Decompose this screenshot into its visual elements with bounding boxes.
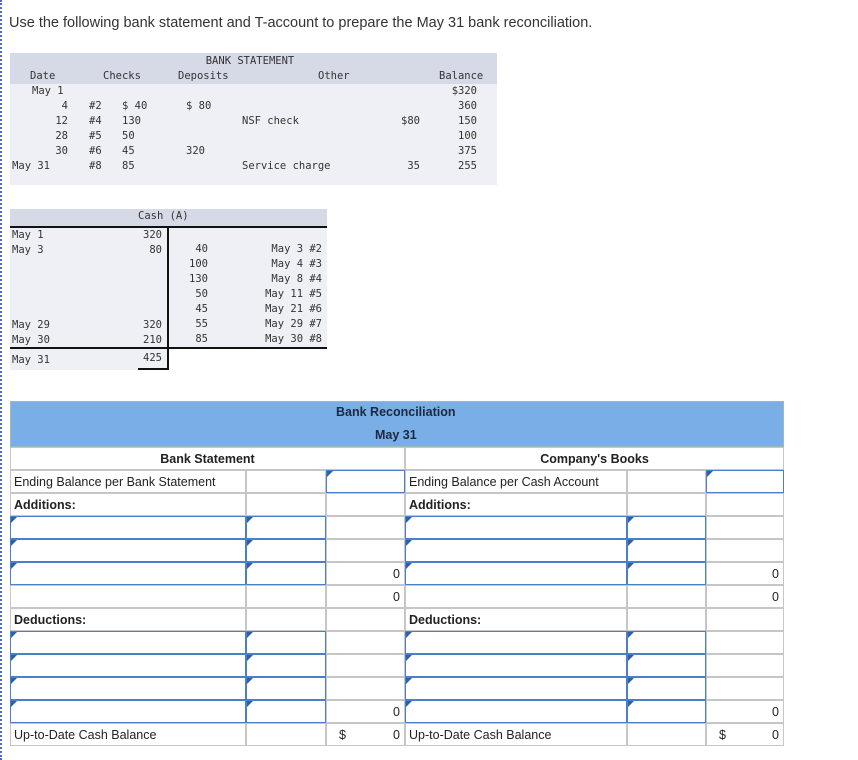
credit-reference: May 29 #7 bbox=[265, 318, 322, 330]
opening-date: May 1 bbox=[32, 85, 64, 97]
left-item-description-input[interactable] bbox=[10, 562, 246, 585]
right-item-amount-input[interactable] bbox=[627, 654, 706, 677]
left-item-amount-input[interactable] bbox=[246, 516, 326, 539]
row-other-amount: $80 bbox=[401, 115, 420, 127]
left-subtotal-cell bbox=[326, 631, 405, 654]
bank-statement bbox=[10, 53, 497, 185]
row-other-description: Service charge bbox=[242, 160, 331, 172]
right-ending-balance-blank bbox=[627, 470, 706, 493]
row-deposit: 320 bbox=[186, 145, 205, 157]
left-after-additions-total bbox=[326, 585, 405, 608]
ending-balance: 425 bbox=[143, 352, 162, 364]
right-item-description-input[interactable] bbox=[405, 654, 627, 677]
credit-amount: 85 bbox=[195, 333, 208, 345]
row-check-amount: 130 bbox=[122, 115, 141, 127]
row-check-number: #4 bbox=[89, 115, 102, 127]
left-ending-balance-label: Ending Balance per Bank Statement bbox=[14, 474, 216, 489]
right-deductions-subtotal: 0 bbox=[772, 704, 779, 719]
right-subtotal-cell bbox=[706, 700, 784, 723]
row-other-amount: 35 bbox=[407, 160, 420, 172]
col-other: Other bbox=[318, 70, 350, 82]
credit-reference: May 11 #5 bbox=[265, 288, 322, 300]
right-item-description-input[interactable] bbox=[405, 677, 627, 700]
right-item-amount-input[interactable] bbox=[627, 539, 706, 562]
left-item-amount-input[interactable] bbox=[246, 631, 326, 654]
right-item-description-input[interactable] bbox=[405, 516, 627, 539]
instruction-text: Use the following bank statement and T-account to prepare the May 31 bank reconciliation. bbox=[9, 15, 593, 31]
right-final-blank bbox=[627, 723, 706, 746]
debit-amount: 320 bbox=[143, 319, 162, 331]
left-after-additions-blank-2 bbox=[246, 585, 326, 608]
left-final-label: Up-to-Date Cash Balance bbox=[14, 727, 157, 742]
right-item-amount-input[interactable] bbox=[627, 562, 706, 585]
row-deposit: $ 80 bbox=[186, 100, 212, 112]
right-ending-balance-label-cell bbox=[405, 470, 627, 493]
credit-amount: 55 bbox=[195, 318, 208, 330]
t-account-balance-rule bbox=[138, 368, 169, 370]
right-final-currency: $ bbox=[719, 727, 726, 742]
right-item-description-input[interactable] bbox=[405, 562, 627, 585]
right-deductions-blank-2 bbox=[706, 608, 784, 631]
left-section-header bbox=[10, 447, 405, 470]
row-balance: 100 bbox=[458, 130, 477, 142]
left-after-additions-blank bbox=[10, 585, 246, 608]
right-item-description-input[interactable] bbox=[405, 700, 627, 723]
left-deductions-subtotal: 0 bbox=[393, 704, 400, 719]
credit-amount: 50 bbox=[195, 288, 208, 300]
left-additions-label: Additions: bbox=[14, 497, 76, 512]
left-final-value: 0 bbox=[393, 727, 400, 742]
reconciliation-title: Bank Reconciliation bbox=[336, 405, 456, 419]
credit-amount: 100 bbox=[189, 258, 208, 270]
row-check-number: #2 bbox=[89, 100, 102, 112]
right-item-description-input[interactable] bbox=[405, 539, 627, 562]
right-item-amount-input[interactable] bbox=[627, 677, 706, 700]
left-subtotal-cell bbox=[326, 539, 405, 562]
row-check-amount: 45 bbox=[122, 145, 135, 157]
col-deposits: Deposits bbox=[178, 70, 229, 82]
credit-reference: May 4 #3 bbox=[271, 258, 322, 270]
row-check-number: #8 bbox=[89, 160, 102, 172]
left-additions-subtotal: 0 bbox=[393, 566, 400, 581]
debit-amount: 80 bbox=[149, 244, 162, 256]
right-subtotal-cell bbox=[706, 654, 784, 677]
ending-date: May 31 bbox=[12, 354, 50, 366]
left-subtotal-cell bbox=[326, 677, 405, 700]
right-additions-label-cell bbox=[405, 493, 627, 516]
right-after-additions-blank bbox=[405, 585, 627, 608]
right-after-additions-blank-2 bbox=[627, 585, 706, 608]
left-deductions-blank-2 bbox=[326, 608, 405, 631]
left-subtotal-cell bbox=[326, 654, 405, 677]
row-check-number: #6 bbox=[89, 145, 102, 157]
row-date: 28 bbox=[55, 130, 68, 142]
debit-amount: 210 bbox=[143, 334, 162, 346]
left-additions-blank-2 bbox=[326, 493, 405, 516]
left-ending-balance-blank bbox=[246, 470, 326, 493]
row-date: 12 bbox=[55, 115, 68, 127]
right-deductions-blank bbox=[627, 608, 706, 631]
right-after-additions-total bbox=[706, 585, 784, 608]
left-subtotal-cell bbox=[326, 516, 405, 539]
right-subtotal-cell bbox=[706, 539, 784, 562]
left-deductions-label: Deductions: bbox=[14, 612, 87, 627]
right-item-amount-input[interactable] bbox=[627, 631, 706, 654]
left-deductions-label-cell bbox=[10, 608, 246, 631]
reconciliation-date: May 31 bbox=[375, 428, 417, 442]
right-final-label: Up-to-Date Cash Balance bbox=[409, 727, 552, 742]
row-balance: 360 bbox=[458, 100, 477, 112]
right-subtotal-cell bbox=[706, 562, 784, 585]
left-final-currency: $ bbox=[339, 727, 346, 742]
left-item-amount-input[interactable] bbox=[246, 539, 326, 562]
col-date: Date bbox=[30, 70, 56, 82]
right-item-description-input[interactable] bbox=[405, 631, 627, 654]
right-final-value: 0 bbox=[772, 727, 779, 742]
left-ending-balance-label-cell bbox=[10, 470, 246, 493]
row-balance: 255 bbox=[458, 160, 477, 172]
left-item-amount-input[interactable] bbox=[246, 677, 326, 700]
col-checks: Checks bbox=[103, 70, 141, 82]
debit-date: May 29 bbox=[12, 319, 50, 331]
debit-date: May 1 bbox=[12, 229, 44, 241]
credit-reference: May 3 #2 bbox=[271, 243, 322, 255]
left-border-guide bbox=[0, 0, 2, 760]
left-section-header-label: Bank Statement bbox=[160, 451, 255, 466]
left-item-description-input[interactable] bbox=[10, 631, 246, 654]
left-item-description-input[interactable] bbox=[10, 516, 246, 539]
left-ending-balance-input[interactable] bbox=[326, 470, 405, 493]
credit-reference: May 8 #4 bbox=[271, 273, 322, 285]
left-final-blank bbox=[246, 723, 326, 746]
left-additions-blank bbox=[246, 493, 326, 516]
credit-reference: May 30 #8 bbox=[265, 333, 322, 345]
row-check-number: #5 bbox=[89, 130, 102, 142]
right-deductions-label: Deductions: bbox=[409, 612, 482, 627]
row-balance: 150 bbox=[458, 115, 477, 127]
left-item-description-input[interactable] bbox=[10, 539, 246, 562]
right-final-total bbox=[706, 723, 784, 746]
right-section-header-label: Company's Books bbox=[540, 451, 649, 466]
right-additions-blank bbox=[627, 493, 706, 516]
debit-date: May 3 bbox=[12, 244, 44, 256]
credit-amount: 45 bbox=[195, 303, 208, 315]
left-item-amount-input[interactable] bbox=[246, 654, 326, 677]
credit-amount: 40 bbox=[195, 243, 208, 255]
debit-date: May 30 bbox=[12, 334, 50, 346]
right-section-header bbox=[405, 447, 784, 470]
t-account-title: Cash (A) bbox=[138, 210, 189, 222]
left-subtotal-cell bbox=[326, 700, 405, 723]
bank-statement-title: BANK STATEMENT bbox=[205, 55, 295, 67]
right-item-amount-input[interactable] bbox=[627, 700, 706, 723]
left-subtotal-cell bbox=[326, 562, 405, 585]
right-subtotal-cell bbox=[706, 677, 784, 700]
opening-balance: $320 bbox=[451, 85, 477, 97]
t-account-total-rule bbox=[10, 347, 327, 349]
right-deductions-label-cell bbox=[405, 608, 627, 631]
left-additions-label-cell bbox=[10, 493, 246, 516]
row-check-amount: 85 bbox=[122, 160, 135, 172]
right-ending-balance-label: Ending Balance per Cash Account bbox=[409, 474, 599, 489]
left-final-label-cell bbox=[10, 723, 246, 746]
row-check-amount: $ 40 bbox=[122, 100, 148, 112]
row-balance: 375 bbox=[458, 145, 477, 157]
right-ending-balance-input[interactable] bbox=[706, 470, 784, 493]
right-after-additions-value: 0 bbox=[772, 589, 779, 604]
row-date: 4 bbox=[61, 100, 68, 112]
left-item-description-input[interactable] bbox=[10, 700, 246, 723]
row-other-description: NSF check bbox=[242, 115, 299, 127]
left-deductions-blank bbox=[246, 608, 326, 631]
right-subtotal-cell bbox=[706, 516, 784, 539]
credit-amount: 130 bbox=[189, 273, 208, 285]
left-final-total bbox=[326, 723, 405, 746]
row-date: May 31 bbox=[12, 160, 50, 172]
left-after-additions-value: 0 bbox=[393, 589, 400, 604]
right-additions-label: Additions: bbox=[409, 497, 471, 512]
right-additions-blank-2 bbox=[706, 493, 784, 516]
col-balance: Balance bbox=[439, 70, 484, 82]
debit-amount: 320 bbox=[143, 229, 162, 241]
left-item-amount-input[interactable] bbox=[246, 562, 326, 585]
right-item-amount-input[interactable] bbox=[627, 516, 706, 539]
right-additions-subtotal: 0 bbox=[772, 566, 779, 581]
row-check-amount: 50 bbox=[122, 130, 135, 142]
right-subtotal-cell bbox=[706, 631, 784, 654]
left-item-amount-input[interactable] bbox=[246, 700, 326, 723]
row-date: 30 bbox=[55, 145, 68, 157]
right-final-label-cell bbox=[405, 723, 627, 746]
left-item-description-input[interactable] bbox=[10, 677, 246, 700]
credit-reference: May 21 #6 bbox=[265, 303, 322, 315]
left-item-description-input[interactable] bbox=[10, 654, 246, 677]
